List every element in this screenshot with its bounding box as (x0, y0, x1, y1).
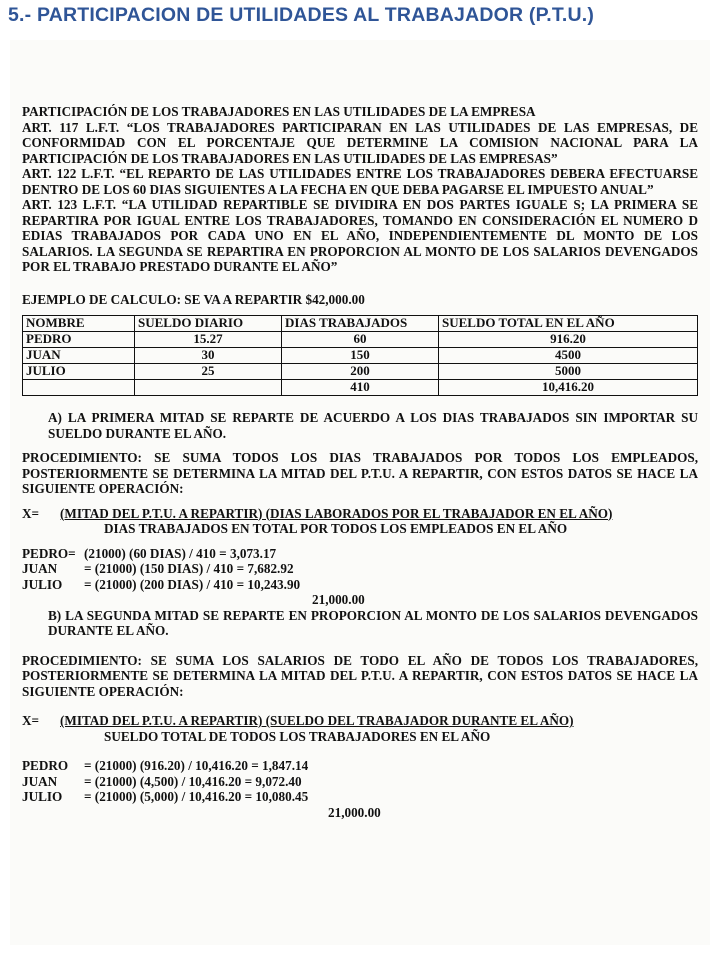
table-total-row (23, 380, 698, 396)
column-header: SUELDO DIARIO (135, 316, 282, 332)
article-117: ART. 117 L.F.T. “LOS TRABAJADORES PARTICIPARAN EN LAS UTILIDADES DE LAS EMPRESAS, DE CONFORMIDAD CON EL PORCENTAJE QUE DETERMINE LA COMISION NACIONAL PARA LA PARTICIPACIÓN DE LOS TRABAJADORES EN LAS UTILIDADES DE LAS EMPRESAS” (22, 119, 698, 166)
table-cell: 15.27 (135, 332, 282, 348)
section-a-formula (22, 506, 698, 522)
section-b-procedure: PROCEDIMIENTO: SE SUMA LOS SALARIOS DE TODO EL AÑO DE TODOS LOS TRABAJADORES, POSTERIORMENTE SE DETERMINA LA MITAD DEL P.T.U. A REPARTIR, CON ESTOS DATOS SE HACE LA SIGUIENTE OPERACIÓN: (22, 652, 698, 699)
table-cell (135, 380, 282, 396)
table-cell: 150 (282, 348, 439, 364)
column-header: SUELDO TOTAL EN EL AÑO (439, 316, 698, 332)
calc-line: JUAN = (21000) (4,500) / 10,416.20 = 9,072.40 (22, 773, 302, 789)
column-header: NOMBRE (23, 316, 135, 332)
section-b-formula (22, 713, 698, 729)
document-heading: PARTICIPACIÓN DE LOS TRABAJADORES EN LAS UTILIDADES DE LA EMPRESA (22, 104, 536, 119)
calc-line: JUAN = (21000) (150 DIAS) / 410 = 7,682.92 (22, 561, 294, 576)
slide-title: 5.- PARTICIPACION DE UTILIDADES AL TRABAJADOR (P.T.U.) (8, 4, 595, 26)
table-row (23, 332, 698, 348)
section-a-title: A) LA PRIMERA MITAD SE REPARTE DE ACUERDO A LOS DIAS TRABAJADOS SIN IMPORTAR SU SUELDO DURANTE EL AÑO. (48, 410, 698, 441)
table-cell: PEDRO (23, 332, 135, 348)
table-row (23, 348, 698, 364)
article-122: ART. 122 L.F.T. “EL REPARTO DE LAS UTILIDADES ENTRE LOS TRABAJADORES DEBERA EFECTUARSE DENTRO DE LOS 60 DIAS SIGUIENTES A LA FECHA EN QUE DEBA PAGARSE EL IMPUESTO ANUAL” (22, 166, 698, 197)
example-line: EJEMPLO DE CALCULO: SE VA A REPARTIR $42,000.00 (22, 291, 365, 307)
table-cell: 25 (135, 364, 282, 380)
table-cell: 410 (282, 380, 439, 396)
formula-x-label: X= (22, 505, 40, 521)
table-cell: 60 (282, 332, 439, 348)
calc-total: 21,000.00 (312, 592, 365, 607)
table-cell: 10,416.20 (439, 380, 698, 396)
formula-x-label: X= (22, 713, 40, 728)
document-body (22, 104, 698, 820)
table-cell: 30 (135, 348, 282, 364)
calc-line: PEDRO= (21000) (60 DIAS) / 410 = 3,073.17 (22, 545, 277, 561)
table-cell: 5000 (439, 364, 698, 380)
column-header: DIAS TRABAJADOS (282, 316, 439, 332)
section-a-procedure: PROCEDIMIENTO: SE SUMA TODOS LOS DIAS TRABAJADOS POR TODOS LOS EMPLEADOS, POSTERIORMENTE SE DETERMINA LA MITAD DEL P.T.U. A REPARTIR, CON ESTOS DATOS SE HACE LA SIGUIENTE OPERACIÓN: (22, 450, 698, 496)
table-cell (23, 380, 135, 396)
calc-line: PEDRO = (21000) (916.20) / 10,416.20 = 1,847.14 (22, 758, 309, 773)
section-b-title: B) LA SEGUNDA MITAD SE REPARTE EN PROPORCION AL MONTO DE LOS SALARIOS DEVENGADOS DURANTE EL AÑO. (48, 607, 698, 638)
formula-numerator: (MITAD DEL P.T.U. A REPARTIR) (SUELDO DEL TRABAJADOR DURANTE EL AÑO) (60, 713, 574, 728)
formula-denominator: DIAS TRABAJADOS EN TOTAL POR TODOS LOS EMPLEADOS EN EL AÑO (104, 521, 568, 536)
formula-numerator: (MITAD DEL P.T.U. A REPARTIR) (DIAS LABORADOS POR EL TRABAJADOR EN EL AÑO) (60, 505, 613, 521)
calc-total: 21,000.00 (328, 804, 381, 820)
table-cell: 200 (282, 364, 439, 380)
table-cell: 4500 (439, 348, 698, 364)
table-header-row (23, 316, 698, 332)
calc-line: JULIO = (21000) (200 DIAS) / 410 = 10,243.90 (22, 576, 301, 592)
calc-line: JULIO = (21000) (5,000) / 10,416.20 = 10,080.45 (22, 789, 309, 804)
article-123: ART. 123 L.F.T. “LA UTILIDAD REPARTIBLE SE DIVIDIRA EN DOS PARTES IGUALE S; LA PRIMERA SE REPARTIRA POR IGUAL ENTRE LOS TRABAJADORES, TOMANDO EN CONSIDERACIÓN EL NUMERO D EDIAS TRABAJADOS POR CADA UNO EN EL AÑO, INDEPENDIENTEMENTE DL MONTO DE LOS SALARIOS. LA SEGUNDA SE REPARTIRA EN PROPORCION AL MONTO DE LOS SALARIOS DEVENGADOS POR EL TRABAJO PRESTADO DURANTE EL AÑO” (22, 197, 698, 274)
table-cell: JUAN (23, 348, 135, 364)
formula-denominator: SUELDO TOTAL DE TODOS LOS TRABAJADORES EN EL AÑO (104, 728, 491, 744)
table-row (23, 364, 698, 380)
table-cell: 916.20 (439, 332, 698, 348)
table-cell: JULIO (23, 364, 135, 380)
calculation-table (22, 315, 698, 396)
